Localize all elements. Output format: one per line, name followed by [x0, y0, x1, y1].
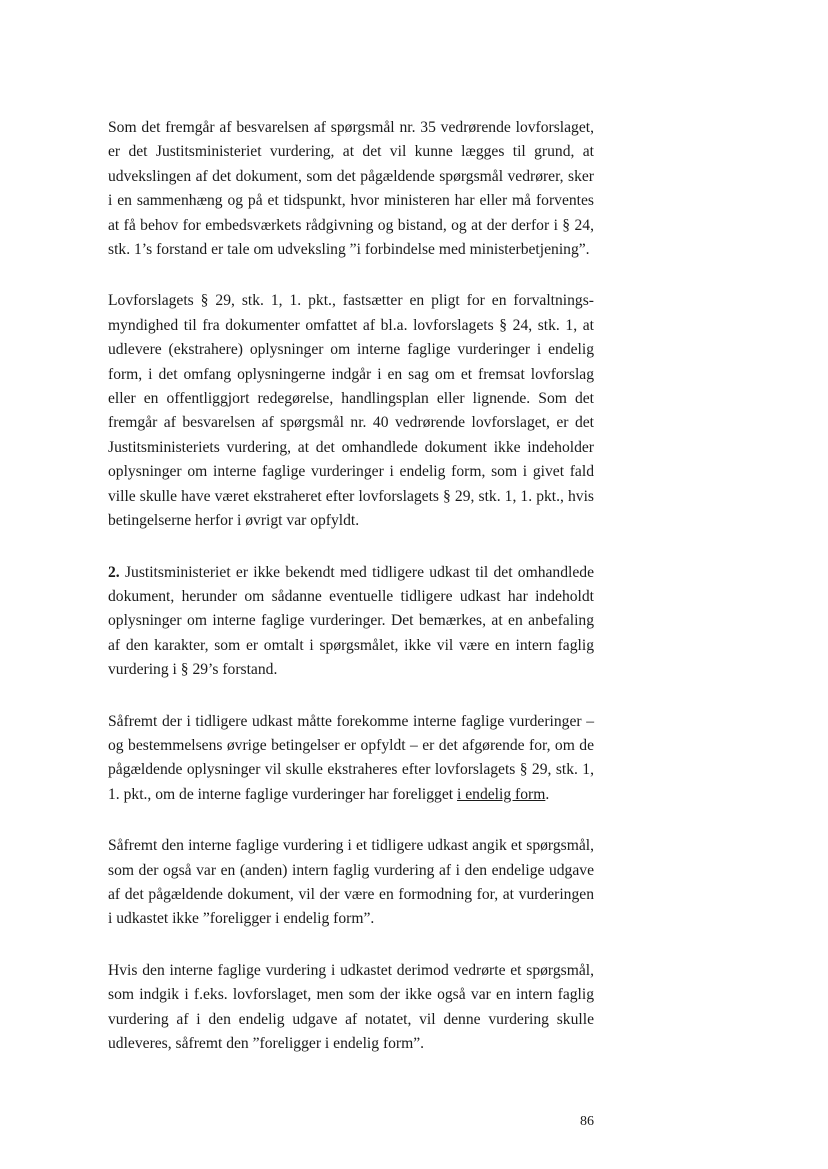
- paragraph-4: [108, 710, 594, 808]
- paragraph-5-text: Såfremt den interne faglige vurdering i et tidligere udkast angik et spørgsmål, som der også var en (anden) intern faglig vurdering af i den endelige udgave af det pågældende dokument, vil der være en formodning for, at vurderingen i udkastet ikke ”foreligger i endelig form”.: [108, 837, 594, 928]
- paragraph-1-text: Som det fremgår af besvarelsen af spørgsmål nr. 35 vedrørende lovforslaget, er det Justitsministeriet vurdering, at det vil kunne lægges til grund, at udvekslingen af det dokument, som det pågældende spørgsmål vedrører, sker i en sammenhæng og på et tidspunkt, hvor ministeren har eller må forventes at få behov for embedsværkets rådgivning og bistand, og at der derfor i § 24, stk. 1’s forstand er tale om udveksling ”i forbindelse med ministerbetjening”.: [108, 119, 594, 259]
- paragraph-4-underlined: i endelig form: [457, 785, 546, 803]
- document-page: [108, 116, 594, 1083]
- paragraph-4-text: Såfremt der i tidligere udkast måtte forekomme interne faglige vurderinger – og bestemmelsens øvrige betingelser er opfyldt – er det afgørende for, om de pågældende oplysninger vil skulle ekstraheres efter lovforslagets § 29, stk. 1, 1. pkt., om de interne faglige vurderinger har foreligget: [108, 712, 594, 803]
- paragraph-5: [108, 834, 594, 932]
- page-number: 86: [580, 1114, 594, 1129]
- paragraph-3: [108, 561, 594, 683]
- paragraph-6: [108, 959, 594, 1057]
- paragraph-6-text: Hvis den interne faglige vurdering i udkastet derimod vedrørte et spørgsmål, som indgik i f.eks. lovforslaget, men som der ikke også var en intern faglig vurdering af i den endelig udgave af notatet, vil denne vurdering skulle udleveres, såfremt den ”foreligger i endelig form”.: [108, 961, 594, 1052]
- paragraph-3-number: 2.: [108, 563, 120, 581]
- paragraph-2-text: Lovforslagets § 29, stk. 1, 1. pkt., fastsætter en pligt for en forvaltningsmyndighed til fra dokumenter omfattet af bl.a. lovforslagets § 24, stk. 1, at udlevere (ekstrahere) oplysninger om interne faglige vurderinger i endelig form, i det omfang oplysningerne indgår i en sag om et fremsat lovforslag eller en offentliggjort redegørelse, handlingsplan eller lignende. Som det fremgår af besvarelsen af spørgsmål nr. 40 vedrørende lovforslaget, er det Justitsministeriets vurdering, at det omhandlede dokument ikke indeholder oplysninger om interne faglige vurderinger i endelig form, som i givet fald ville skulle have været ekstraheret efter lovforslagets § 29, stk. 1, 1. pkt., hvis betingelserne herfor i øvrigt var opfyldt.: [108, 292, 594, 530]
- paragraph-4-after: .: [545, 785, 550, 803]
- paragraph-1: [108, 116, 594, 262]
- paragraph-2: [108, 289, 594, 533]
- paragraph-3-text: Justitsministeriet er ikke bekendt med tidligere udkast til det omhandlede dokument, herunder om sådanne eventuelle tidligere udkast har indeholdt oplysninger om interne faglige vurderinger. Det bemærkes, at en anbefaling af den karakter, som er omtalt i spørgsmålet, ikke vil være en intern faglig vurdering i § 29’s forstand.: [108, 563, 594, 679]
